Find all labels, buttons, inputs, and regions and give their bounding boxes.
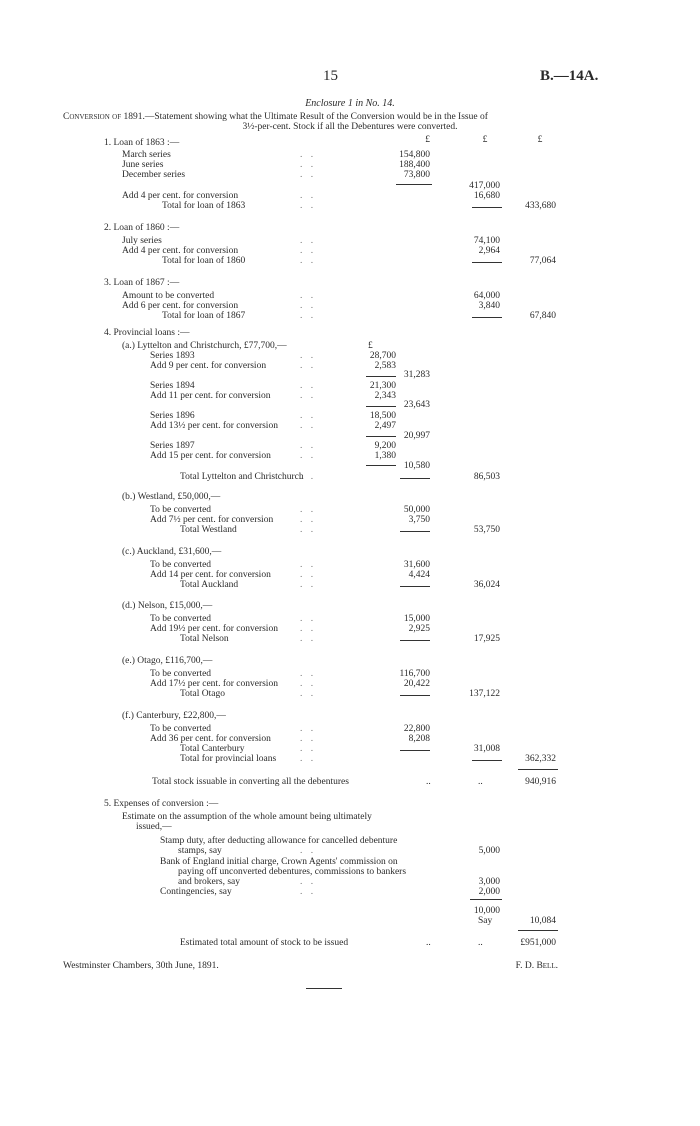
stamp-duty-value: 5,000 [478, 846, 500, 856]
provincial-loans-title: 4. Provincial loans :— [104, 328, 190, 338]
westland-total-value: 53,750 [473, 525, 500, 535]
nelson-title: (d.) Nelson, £15,000,— [122, 601, 213, 611]
rule [400, 478, 430, 479]
loan-1867-add-value: 3,840 [478, 301, 500, 311]
leader-dots: . . [300, 744, 317, 754]
leader-dots: . . [300, 754, 317, 764]
westland-add-label: Add 7½ per cent. for conversion [150, 515, 274, 525]
series-1893-label: Series 1893 [150, 351, 195, 361]
series-1897-add-value: 1,380 [374, 451, 396, 461]
leader-dots: . . [300, 525, 317, 535]
lyttelton-total-value: 86,503 [473, 472, 500, 482]
lyttelton-pound-head: £ [368, 341, 373, 351]
leader-dots: . . [300, 411, 317, 421]
leader-dots: . . [300, 846, 317, 856]
december-series-value: 73,800 [403, 170, 430, 180]
auckland-add-label: Add 14 per cent. for conversion [150, 570, 271, 580]
march-series-value: 154,800 [399, 150, 430, 160]
loan-1860-add-value: 2,964 [478, 246, 500, 256]
col-head-2: £ [482, 135, 488, 145]
westland-title: (b.) Westland, £50,000,— [122, 492, 221, 502]
auckland-total-label: Total Auckland [180, 580, 239, 590]
leader-dots: . . [300, 301, 317, 311]
westland-total-label: Total Westland [180, 525, 237, 535]
rule [518, 769, 558, 770]
series-1893-add-label: Add 9 per cent. for conversion [150, 361, 267, 371]
leader-dots: .. [426, 777, 431, 787]
leader-dots: .. [478, 777, 483, 787]
leader-dots: . . [300, 624, 317, 634]
signature: F. D. Bell. [515, 961, 558, 971]
say-label: Say [478, 916, 493, 926]
nelson-tbc-label: To be converted [150, 614, 212, 624]
rule [470, 899, 502, 900]
june-series-value: 188,400 [399, 160, 430, 170]
expenses-say-value: 10,084 [529, 916, 556, 926]
place-and-date: Westminster Chambers, 30th June, 1891. [63, 961, 219, 971]
grand-total-label: Estimated total amount of stock to be issued [180, 938, 349, 948]
leader-dots: . . [300, 614, 317, 624]
leader-dots: . . [300, 201, 317, 211]
series-1894-label: Series 1894 [150, 381, 195, 391]
june-series-label: June series [122, 160, 164, 170]
otago-tbc-label: To be converted [150, 669, 212, 679]
leader-dots: . . [300, 170, 317, 180]
july-series-value: 74,100 [473, 236, 500, 246]
all-debentures-total-label: Total stock issuable in converting all the debentures [152, 777, 349, 787]
bank-of-england-line-1: Bank of England initial charge, Crown Agents' commission on [160, 857, 398, 867]
leader-dots: .. [426, 938, 431, 948]
westland-add-value: 3,750 [408, 515, 430, 525]
leader-dots: . . [300, 679, 317, 689]
series-1897-label: Series 1897 [150, 441, 195, 451]
loan-1863-total-value: 433,680 [525, 201, 556, 211]
series-1896-value: 18,500 [369, 411, 396, 421]
leader-dots: . . [300, 634, 317, 644]
bank-of-england-line-3: and brokers, say [178, 877, 240, 887]
westland-tbc-value: 50,000 [403, 505, 430, 515]
canterbury-title: (f.) Canterbury, £22,800,— [122, 711, 226, 721]
contingencies-label: Contingencies, say [160, 887, 232, 897]
rule [518, 930, 558, 931]
otago-total-label: Total Otago [180, 689, 225, 699]
otago-add-label: Add 17½ per cent. for conversion [150, 679, 278, 689]
all-debentures-total-value: 940,916 [525, 777, 556, 787]
auckland-title: (c.) Auckland, £31,600,— [122, 547, 222, 557]
series-1897-total: 10,580 [403, 461, 430, 471]
loan-1867-total-label: Total for loan of 1867 [162, 311, 246, 321]
leader-dots: . . [300, 351, 317, 361]
leader-dots: . . [300, 311, 317, 321]
leader-dots: . . [300, 256, 317, 266]
series-1897-value: 9,200 [374, 441, 396, 451]
loan-1863-sum: 417,000 [469, 181, 500, 191]
canterbury-add-label: Add 36 per cent. for conversion [150, 734, 271, 744]
leader-dots: . . [300, 724, 317, 734]
loan-1860-total-label: Total for loan of 1860 [162, 256, 246, 266]
canterbury-tbc-label: To be converted [150, 724, 212, 734]
intro-text: —Statement showing what the Ultimate Result of the Conversion would be in the Issue of [144, 112, 488, 122]
leader-dots: . . [300, 877, 317, 887]
loan-1863-add-label: Add 4 per cent. for conversion [122, 191, 239, 201]
amount-converted-value: 64,000 [473, 291, 500, 301]
col-head-1: £ [425, 135, 430, 145]
leader-dots: . . [300, 580, 317, 590]
nelson-total-label: Total Nelson [180, 634, 229, 644]
series-1893-value: 28,700 [369, 351, 396, 361]
stamp-duty-line-2: stamps, say [178, 846, 222, 856]
rule [400, 640, 430, 641]
canterbury-add-value: 8,208 [408, 734, 430, 744]
loan-1860-add-label: Add 4 per cent. for conversion [122, 246, 239, 256]
estimate-line-2: issued,— [136, 822, 172, 832]
july-series-label: July series [122, 236, 162, 246]
enclosure-heading: Enclosure 1 in No. 14. [305, 98, 395, 109]
contingencies-value: 2,000 [478, 887, 500, 897]
series-1896-add-value: 2,497 [374, 421, 396, 431]
leader-dots: . . [300, 515, 317, 525]
leader-dots: . . [300, 361, 317, 371]
nelson-add-value: 2,925 [408, 624, 430, 634]
loan-1863-total-label: Total for loan of 1863 [162, 201, 246, 211]
expenses-sum: 10,000 [473, 906, 500, 916]
rule [400, 750, 430, 751]
grand-total-value: £951,000 [520, 938, 556, 948]
lyttelton-total-label: Total Lyttelton and Christchurch [180, 472, 304, 482]
rule [400, 586, 430, 587]
otago-title: (e.) Otago, £116,700,— [122, 656, 213, 666]
series-1894-total: 23,643 [403, 400, 430, 410]
leader-dots: . . [300, 236, 317, 246]
leader-dots: . . [300, 505, 317, 515]
lyttelton-title: (a.) Lyttelton and Christchurch, £77,700,— [122, 341, 287, 351]
auckland-tbc-label: To be converted [150, 560, 212, 570]
stamp-duty-line-1: Stamp duty, after deducting allowance for cancelled debenture [160, 836, 398, 846]
rule [400, 531, 430, 532]
leader-dots: . . [300, 887, 317, 897]
loan-1867-add-label: Add 6 per cent. for conversion [122, 301, 239, 311]
leader-dots: . . [300, 451, 317, 461]
canterbury-tbc-value: 22,800 [403, 724, 430, 734]
series-1896-label: Series 1896 [150, 411, 195, 421]
bank-of-england-value: 3,000 [478, 877, 500, 887]
rule [400, 695, 430, 696]
leader-dots: . . [300, 291, 317, 301]
series-1896-total: 20,997 [403, 431, 430, 441]
leader-dots: . . [300, 669, 317, 679]
leader-dots: .. [478, 938, 483, 948]
estimate-line-1: Estimate on the assumption of the whole amount being ultimately [122, 812, 372, 822]
intro-lead: Conversion of 1891. [63, 112, 145, 122]
bank-of-england-line-2: paying off unconverted debentures, commissions to bankers [178, 867, 407, 877]
amount-converted-label: Amount to be converted [122, 291, 215, 301]
leader-dots: . . [300, 160, 317, 170]
expenses-title: 5. Expenses of conversion :— [104, 799, 219, 809]
leader-dots: . . [300, 381, 317, 391]
closing-rule [306, 988, 342, 989]
canterbury-total-value: 31,008 [473, 744, 500, 754]
series-1894-add-label: Add 11 per cent. for conversion [150, 391, 271, 401]
series-1894-value: 21,300 [369, 381, 396, 391]
series-1893-add-value: 2,583 [374, 361, 396, 371]
leader-dots: . . [300, 570, 317, 580]
nelson-tbc-value: 15,000 [403, 614, 430, 624]
canterbury-total-label: Total Canterbury [180, 744, 245, 754]
leader-dots: . . [300, 472, 317, 482]
nelson-total-value: 17,925 [473, 634, 500, 644]
series-1893-total: 31,283 [403, 370, 430, 380]
leader-dots: . . [300, 391, 317, 401]
leader-dots: . . [300, 734, 317, 744]
series-1894-add-value: 2,343 [374, 391, 396, 401]
leader-dots: . . [300, 560, 317, 570]
document-reference: B.—14A. [540, 68, 599, 84]
leader-dots: . . [300, 441, 317, 451]
march-series-label: March series [122, 150, 171, 160]
leader-dots: . . [300, 689, 317, 699]
loan-1860-title: 2. Loan of 1860 :— [104, 223, 180, 233]
leader-dots: . . [300, 246, 317, 256]
otago-total-value: 137,122 [469, 689, 500, 699]
leader-dots: . . [300, 150, 317, 160]
westland-tbc-label: To be converted [150, 505, 212, 515]
loan-1867-title: 3. Loan of 1867 :— [104, 278, 180, 288]
loan-1863-title: 1. Loan of 1863 :— [104, 138, 180, 148]
series-1897-add-label: Add 15 per cent. for conversion [150, 451, 271, 461]
rule [396, 184, 432, 185]
december-series-label: December series [122, 170, 186, 180]
intro-line-2: 3½-per-cent. Stock if all the Debentures were converted. [242, 122, 458, 132]
col-head-3: £ [537, 135, 543, 145]
auckland-add-value: 4,424 [408, 570, 430, 580]
leader-dots: . . [300, 191, 317, 201]
loan-1867-total-value: 67,840 [529, 311, 556, 321]
auckland-total-value: 36,024 [473, 580, 500, 590]
auckland-tbc-value: 31,600 [403, 560, 430, 570]
page-number: 15 [323, 68, 338, 84]
otago-add-value: 20,422 [403, 679, 430, 689]
leader-dots: . . [300, 421, 317, 431]
loan-1860-total-value: 77,064 [529, 256, 556, 266]
nelson-add-label: Add 19½ per cent. for conversion [150, 624, 278, 634]
provincial-total-value: 362,332 [525, 754, 556, 764]
otago-tbc-value: 116,700 [399, 669, 430, 679]
provincial-total-label: Total for provincial loans [180, 754, 277, 764]
series-1896-add-label: Add 13½ per cent. for conversion [150, 421, 278, 431]
loan-1863-add-value: 16,680 [473, 191, 500, 201]
